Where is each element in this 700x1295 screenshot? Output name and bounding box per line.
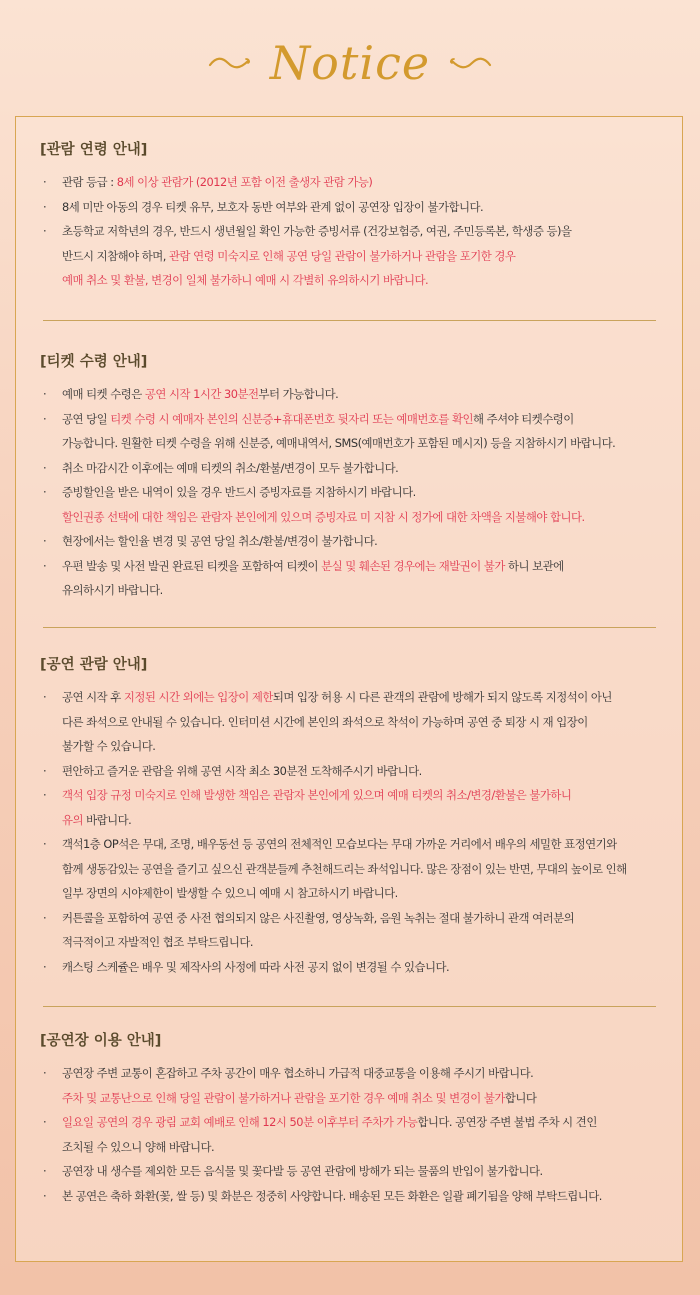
- bullet-dot-icon: ·: [43, 485, 47, 499]
- notice-item-line: [62, 1110, 670, 1135]
- highlight-text: 8세 이상 관람가 (2012년 포함 이전 출생자 관람 가능): [116, 175, 373, 189]
- section-title: [티켓 수령 안내]: [40, 354, 148, 370]
- bullet-dot-icon: ·: [43, 1066, 47, 1080]
- notice-item-line: [62, 1159, 670, 1184]
- body-text: 커튼콜을 포함하여 공연 중 사전 협의되지 않은 사진촬영, 영상녹화, 음원 녹취는 절대 불가하니 관객 여러분의: [62, 910, 575, 925]
- body-text: 객석1층 OP석은 무대, 조명, 배우동선 등 공연의 전체적인 모습보다는 무대 가까운 거리에서 배우의 세밀한 표정연기와: [62, 837, 617, 851]
- body-text: 되며 입장 허용 시 다른 관객의 관람에 방해가 되지 않도록 지정석이 아닌: [272, 690, 612, 704]
- notice-item: [40, 219, 670, 293]
- body-text: 유의하시기 바랍니다.: [62, 583, 163, 597]
- body-text: 다른 좌석으로 안내될 수 있습니다. 인터미션 시간에 본인의 좌석으로 착석이 가능하며 공연 중 퇴장 시 재 입장이: [62, 714, 588, 729]
- notice-item-line: [62, 832, 670, 857]
- notice-item: [40, 685, 670, 759]
- notice-item: [40, 759, 670, 784]
- bullet-dot-icon: ·: [43, 534, 47, 548]
- notice-item: [40, 456, 670, 481]
- notice-item-line: [62, 1086, 670, 1111]
- section-item-list: [40, 170, 670, 293]
- notice-item-line: [62, 529, 670, 554]
- section-item-list: [40, 1061, 670, 1208]
- notice-item: [40, 195, 670, 220]
- notice-item-line: [62, 554, 670, 579]
- notice-item: [40, 480, 670, 529]
- notice-item: [40, 783, 670, 832]
- section-item-list: [40, 685, 670, 979]
- body-text: 가능합니다. 원활한 티켓 수령을 위해 신분증, 예매내역서, SMS(예매번호가 포함된 메시지) 등을 지참하시기 바랍니다.: [62, 436, 616, 450]
- notice-header: [0, 28, 700, 98]
- section-performance-guide: [40, 655, 670, 979]
- bullet-dot-icon: ·: [43, 910, 47, 925]
- notice-item-line: [62, 685, 670, 710]
- notice-item-line: [62, 930, 670, 955]
- body-text: 해 주셔야 티켓수령이: [473, 411, 574, 426]
- notice-item: [40, 382, 670, 407]
- notice-item-line: [62, 906, 670, 931]
- notice-item: [40, 955, 670, 980]
- notice-item-line: [62, 1184, 670, 1209]
- right-swash-ornament-icon: [448, 53, 492, 73]
- notice-item: [40, 529, 670, 554]
- body-text: 초등학교 저학년의 경우, 반드시 생년월일 확인 가능한 증빙서류 (건강보험증, 여권, 주민등록본, 학생증 등)을: [62, 224, 572, 238]
- bullet-dot-icon: ·: [43, 175, 47, 189]
- notice-item-line: [62, 382, 670, 407]
- notice-item: [40, 170, 670, 195]
- section-title: [공연 관람 안내]: [40, 657, 148, 673]
- body-text: 공연 당일: [62, 411, 111, 426]
- bullet-dot-icon: ·: [43, 411, 47, 426]
- notice-item-line: [62, 783, 670, 808]
- body-text: 일부 장면의 시야제한이 발생할 수 있으니 예매 시 참고하시기 바랍니다.: [62, 886, 398, 900]
- bullet-dot-icon: ·: [43, 959, 47, 974]
- body-text: 합니다: [504, 1090, 537, 1105]
- body-text: 공연 시작 후: [62, 690, 124, 704]
- bullet-dot-icon: ·: [43, 690, 47, 704]
- notice-item-line: [62, 244, 670, 269]
- body-text: 함께 생동감있는 공연을 즐기고 싶으신 관객분들께 추천해드리는 좌석입니다. 많은 장점이 있는 반면, 무대의 높이로 인해: [62, 861, 627, 876]
- bullet-dot-icon: ·: [43, 460, 47, 475]
- body-text: 캐스팅 스케쥴은 배우 및 제작사의 사정에 따라 사전 공지 없이 변경될 수 있습니다.: [62, 959, 450, 974]
- bullet-dot-icon: ·: [43, 1115, 47, 1129]
- notice-item-line: [62, 1135, 670, 1160]
- highlight-text: 티켓 수령 시 예매자 본인의 신분증+휴대폰번호 뒷자리 또는 예매번호를 확인: [110, 411, 474, 426]
- bullet-dot-icon: ·: [43, 558, 47, 573]
- body-text: 조치될 수 있으니 양해 바랍니다.: [62, 1139, 215, 1154]
- body-text: 공연장 주변 교통이 혼잡하고 주차 공간이 매우 협소하니 가급적 대중교통을 이용해 주시기 바랍니다.: [62, 1066, 534, 1080]
- highlight-text: 유의: [62, 812, 84, 827]
- highlight-text: 일요일 공연의 경우 광림 교회 예배로 인해 12시 50분 이후부터 주차가 가능: [62, 1115, 418, 1129]
- bullet-dot-icon: ·: [43, 387, 47, 401]
- section-item-list: [40, 382, 670, 603]
- bullet-dot-icon: ·: [43, 837, 47, 851]
- notice-item-line: [62, 881, 670, 906]
- highlight-text: 예매 취소 및 환불, 변경이 일체 불가하니 예매 시 각별히 유의하시기 바랍니다.: [62, 273, 429, 287]
- section-title: [공연장 이용 안내]: [40, 1033, 162, 1049]
- notice-item-line: [62, 578, 670, 603]
- notice-item: [40, 1184, 670, 1209]
- highlight-text: 관람 연령 미숙지로 인해 공연 당일 관람이 불가하거나 관람을 포기한 경우: [169, 248, 516, 263]
- body-text: 관람 등급 :: [62, 175, 117, 189]
- notice-item: [40, 407, 670, 456]
- notice-item: [40, 832, 670, 906]
- notice-item: [40, 1061, 670, 1110]
- body-text: 부터 가능합니다.: [258, 387, 339, 401]
- bullet-dot-icon: ·: [43, 788, 47, 802]
- notice-item: [40, 554, 670, 603]
- section-title: [관람 연령 안내]: [40, 142, 148, 158]
- notice-item-line: [62, 505, 670, 530]
- notice-item-line: [62, 268, 670, 293]
- notice-item-line: [62, 955, 670, 980]
- notice-item-line: [62, 170, 670, 195]
- body-text: 취소 마감시간 이후에는 예매 티켓의 취소/환불/변경이 모두 불가합니다.: [62, 460, 399, 475]
- notice-item: [40, 1110, 670, 1159]
- body-text: 예매 티켓 수령은: [62, 387, 145, 401]
- notice-item-line: [62, 407, 670, 432]
- bullet-dot-icon: ·: [43, 763, 47, 778]
- notice-item-line: [62, 808, 670, 833]
- highlight-text: 공연 시작 1시간 30분전: [144, 387, 259, 401]
- body-text: 불가할 수 있습니다.: [62, 739, 156, 753]
- highlight-text: 할인권종 선택에 대한 책임은 관람자 본인에게 있으며 증빙자료 미 지참 시 정가에 대한 차액을 지불해야 합니다.: [62, 509, 585, 524]
- notice-item-line: [62, 456, 670, 481]
- notice-frame: [15, 116, 683, 1262]
- bullet-dot-icon: ·: [43, 224, 47, 238]
- notice-item-line: [62, 857, 670, 882]
- body-text: 8세 미만 아동의 경우 티켓 유무, 보호자 동반 여부와 관계 없이 공연장 입장이 불가합니다.: [62, 199, 484, 214]
- notice-item: [40, 1159, 670, 1184]
- section-divider: [43, 1006, 656, 1007]
- bullet-dot-icon: ·: [43, 1164, 47, 1178]
- body-text: 적극적이고 자발적인 협조 부탁드립니다.: [62, 935, 254, 949]
- body-text: 본 공연은 축하 화환(꽃, 쌀 등) 및 화분은 정중히 사양합니다. 배송된 모든 화환은 일괄 폐기됨을 양해 부탁드립니다.: [62, 1188, 602, 1203]
- body-text: 합니다. 공연장 주변 불법 주차 시 견인: [417, 1115, 597, 1129]
- notice-item-line: [62, 431, 670, 456]
- notice-item-line: [62, 734, 670, 759]
- notice-item-line: [62, 219, 670, 244]
- notice-item-line: [62, 195, 670, 220]
- section-divider: [43, 320, 656, 321]
- body-text: 증빙할인을 받은 내역이 있을 경우 반드시 증빙자료를 지참하시기 바랍니다.: [62, 485, 416, 499]
- bullet-dot-icon: ·: [43, 199, 47, 214]
- notice-item-line: [62, 1061, 670, 1086]
- left-swash-ornament-icon: [208, 53, 252, 73]
- notice-item-line: [62, 759, 670, 784]
- body-text: 우편 발송 및 사전 발권 완료된 티켓을 포함하여 티켓이: [62, 558, 322, 573]
- body-text: 공연장 내 생수를 제외한 모든 음식물 및 꽃다발 등 공연 관람에 방해가 되는 물품의 반입이 불가합니다.: [62, 1164, 543, 1178]
- section-divider: [43, 627, 656, 628]
- body-text: 편안하고 즐거운 관람을 위해 공연 시작 최소 30분전 도착해주시기 바랍니다.: [62, 763, 422, 778]
- notice-item: [40, 906, 670, 955]
- body-text: 하니 보관에: [504, 558, 564, 573]
- page-title: Notice: [269, 36, 431, 90]
- highlight-text: 지정된 시간 외에는 입장이 제한: [123, 690, 273, 704]
- notice-item-line: [62, 710, 670, 735]
- section-ticket-pickup: [40, 352, 670, 603]
- bullet-dot-icon: ·: [43, 1188, 47, 1203]
- highlight-text: 주차 및 교통난으로 인해 당일 관람이 불가하거나 관람을 포기한 경우 예매 취소 및 변경이 불가: [62, 1090, 505, 1105]
- body-text: 바랍니다.: [83, 812, 132, 827]
- notice-item-line: [62, 480, 670, 505]
- body-text: 현장에서는 할인율 변경 및 공연 당일 취소/환불/변경이 불가합니다.: [62, 534, 378, 548]
- section-venue-guide: [40, 1031, 670, 1208]
- section-age-guide: [40, 140, 670, 293]
- highlight-text: 분실 및 훼손된 경우에는 재발권이 불가: [321, 558, 505, 573]
- body-text: 반드시 지참해야 하며,: [62, 248, 170, 263]
- highlight-text: 객석 입장 규정 미숙지로 인해 발생한 책임은 관람자 본인에게 있으며 예매 티켓의 취소/변경/환불은 불가하니: [62, 788, 572, 802]
